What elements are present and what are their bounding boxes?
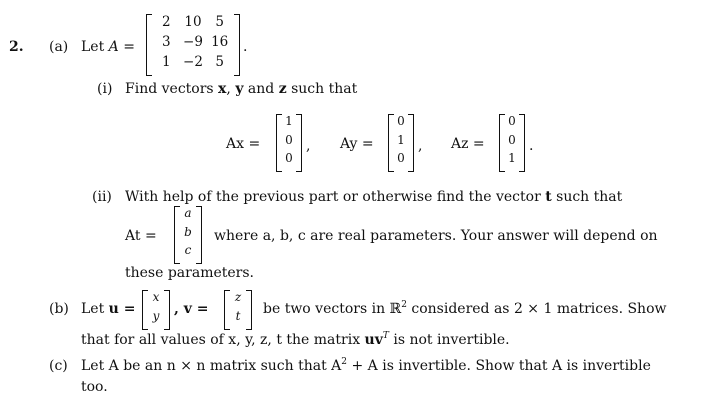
part-a-label: (a) — [49, 39, 69, 55]
vector-e2: 0 1 0 — [388, 114, 414, 172]
eq-at-lhs: At = — [125, 228, 157, 244]
matrix-a-period: . — [243, 39, 248, 55]
part-c-line2: too. — [81, 379, 108, 395]
part-a-intro: Let A = — [81, 39, 135, 55]
vector-abc: a b c — [174, 206, 202, 264]
vector-v: z t — [224, 290, 252, 330]
vector-e3: 0 0 1 — [499, 114, 525, 172]
part-a-ii-label: (ii) — [92, 189, 112, 205]
comma-1: , — [306, 138, 311, 154]
part-b-label: (b) — [49, 301, 69, 317]
eq-ax-lhs: Ax = — [226, 136, 261, 152]
comma-2: , — [418, 138, 423, 154]
part-c-line1: Let A be an n × n matrix such that $A^2 + A$ is invertible. Show that A is invertible — [81, 357, 651, 374]
period-i: . — [529, 138, 534, 154]
eq-az-lhs: Az = — [451, 136, 485, 152]
part-a-i-label: (i) — [97, 81, 113, 97]
part-b-line2: that for all values of x, y, z, t the matrix $uv^T$ is not invertible. — [81, 331, 510, 348]
part-a-ii-line1: With help of the previous part or otherwise find the vector t such that — [125, 189, 623, 205]
matrix-a: 2 10 5 3 −9 16 1 −2 5 — [146, 14, 240, 76]
v-label: , v = — [174, 301, 209, 317]
part-c-label: (c) — [49, 358, 68, 374]
part-a-i-text: Find vectors x, y and z such that — [125, 81, 358, 97]
part-a-ii-where: where a, b, c are real parameters. Your answer will depend on — [214, 228, 658, 244]
vector-u: x y — [142, 290, 170, 330]
part-a-ii-line3: these parameters. — [125, 265, 254, 281]
eq-ay-lhs: Ay = — [340, 136, 374, 152]
part-b-let: Let u = — [81, 301, 136, 317]
part-b-line1-tail: be two vectors in ℝ$^2$ considered as 2 × 1 matrices. Show — [263, 300, 667, 317]
vector-e1: 1 0 0 — [276, 114, 302, 172]
problem-number: 2. — [9, 39, 24, 55]
